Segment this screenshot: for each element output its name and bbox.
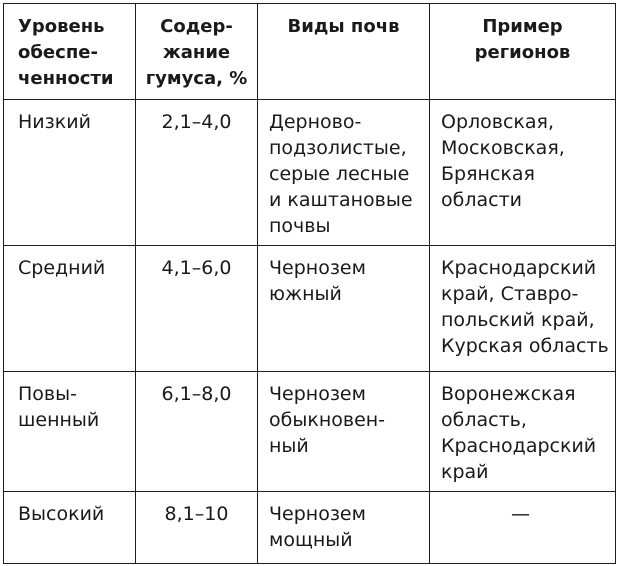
cell-regions: Воронежская область, Краснодарский край xyxy=(430,372,616,492)
cell-level: Низкий xyxy=(4,100,136,246)
cell-regions: Краснодарский край, Ставро- польский край, Курская область xyxy=(430,246,616,372)
cell-soil: Чернозем мощный xyxy=(258,492,430,564)
cell-soil: Чернозем южный xyxy=(258,246,430,372)
cell-humus: 2,1–4,0 xyxy=(136,100,258,246)
table-header-row xyxy=(4,4,616,100)
cell-level: Высокий xyxy=(4,492,136,564)
header-soil-types: Виды почв xyxy=(258,4,430,100)
header-example-regions: Пример регионов xyxy=(430,4,616,100)
humus-content-table xyxy=(3,3,616,564)
cell-humus: 6,1–8,0 xyxy=(136,372,258,492)
cell-soil: Дерново- подзолистые, серые лесные и каштановые почвы xyxy=(258,100,430,246)
cell-humus: 4,1–6,0 xyxy=(136,246,258,372)
table-row xyxy=(4,100,616,246)
table-row xyxy=(4,246,616,372)
header-supply-level: Уровень обеспе- ченности xyxy=(4,4,136,100)
cell-level: Средний xyxy=(4,246,136,372)
cell-level: Повы- шенный xyxy=(4,372,136,492)
cell-regions: — xyxy=(430,492,616,564)
cell-soil: Чернозем обыкновен- ный xyxy=(258,372,430,492)
cell-humus: 8,1–10 xyxy=(136,492,258,564)
cell-regions: Орловская, Московская, Брянская области xyxy=(430,100,616,246)
table-row xyxy=(4,372,616,492)
table-row xyxy=(4,492,616,564)
header-humus-content: Содер- жание гумуса, % xyxy=(136,4,258,100)
